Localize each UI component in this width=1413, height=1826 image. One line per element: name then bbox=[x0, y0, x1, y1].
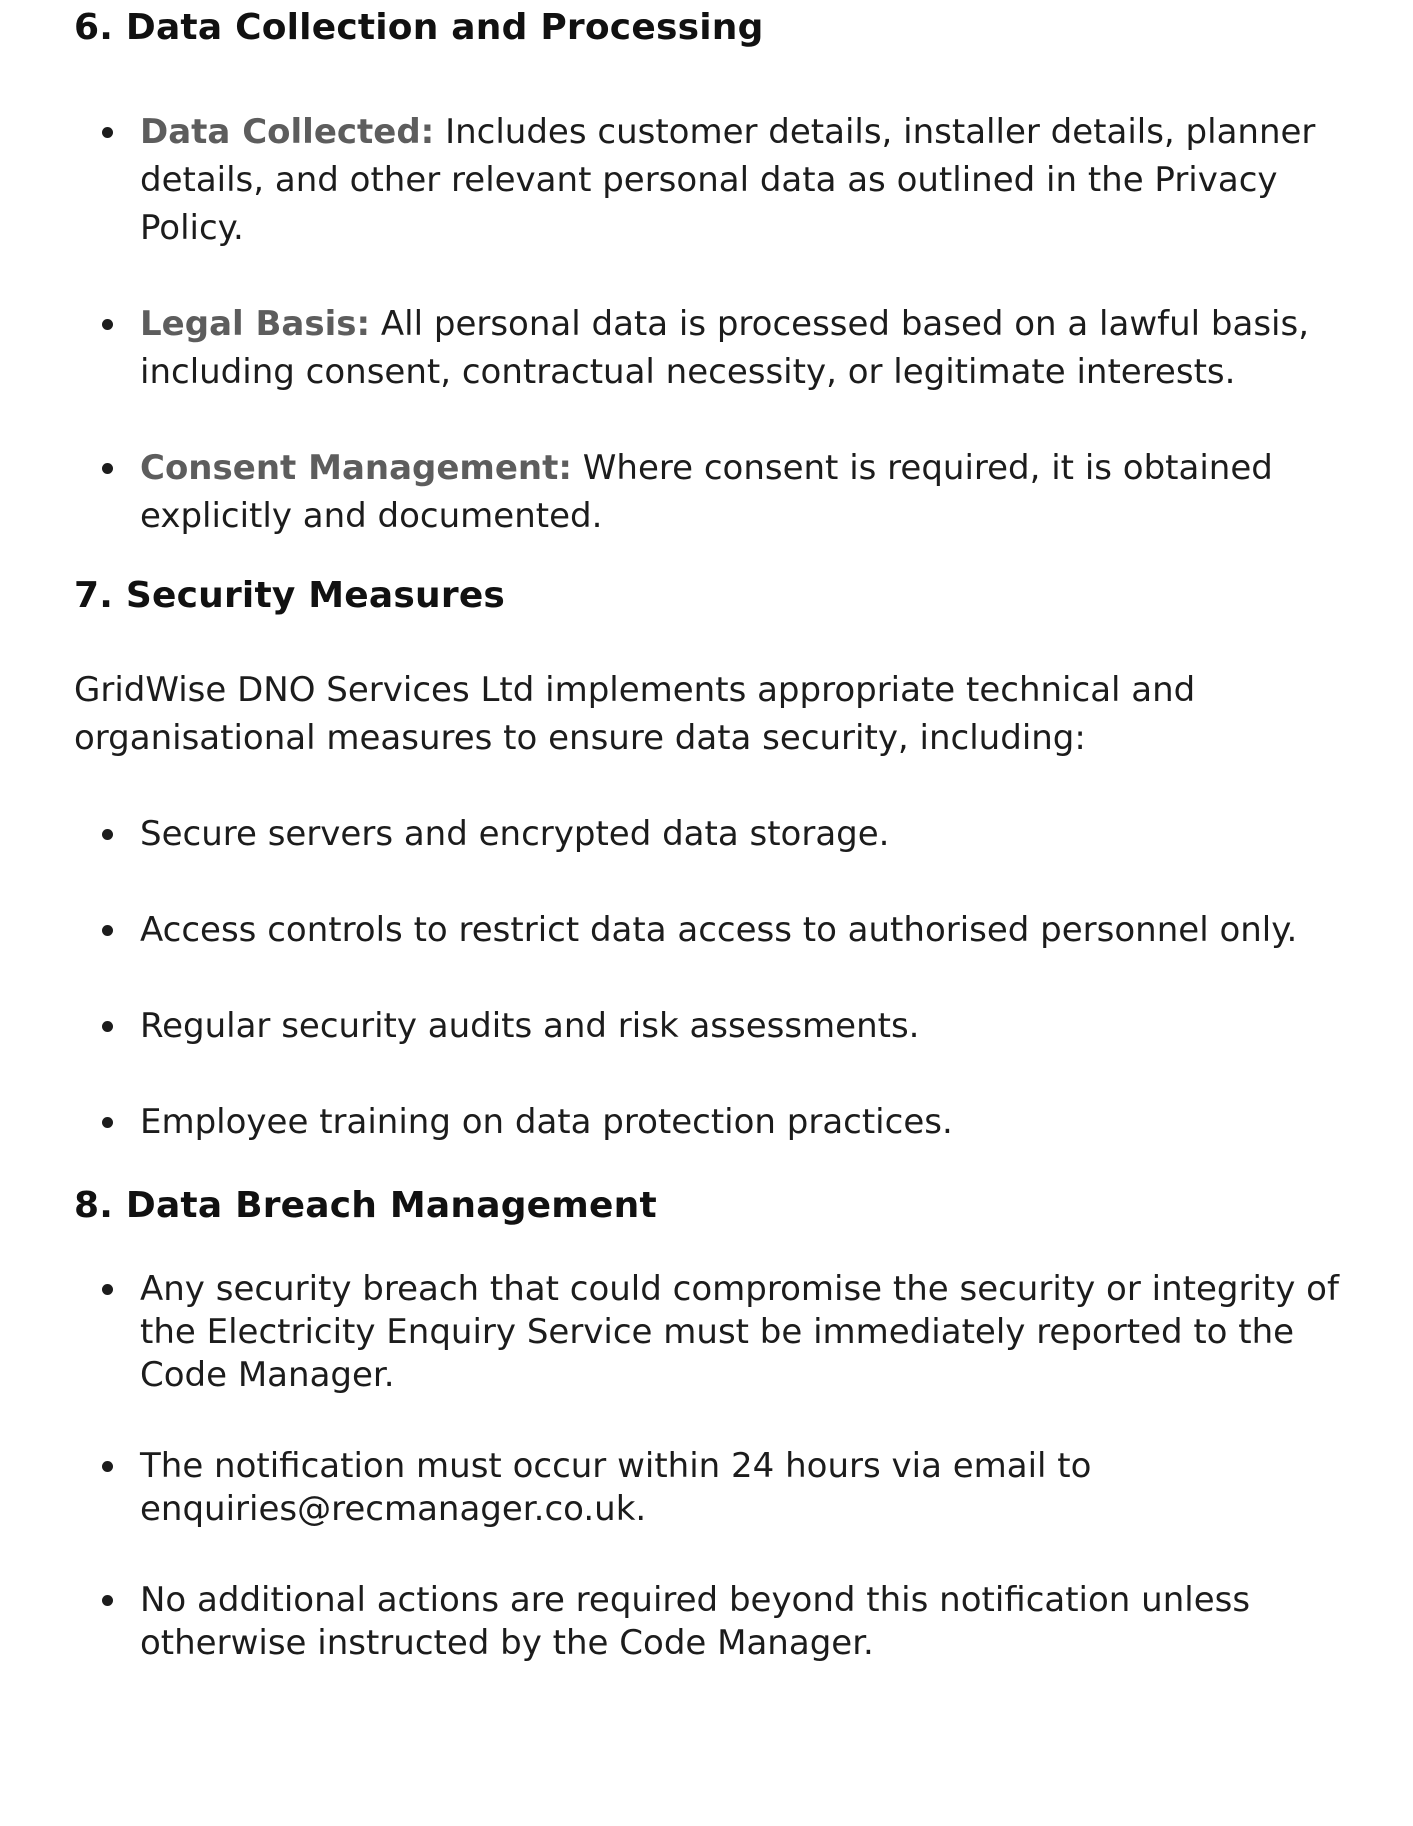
bullet-icon bbox=[102, 319, 113, 330]
section-8-list bbox=[74, 1268, 1364, 1665]
section-7-heading: 7. Security Measures bbox=[74, 575, 506, 616]
list-item bbox=[74, 1579, 1364, 1665]
bullet-icon bbox=[102, 127, 113, 138]
list-item bbox=[74, 300, 1364, 396]
bullet-icon bbox=[102, 1595, 113, 1606]
list-item bbox=[74, 1098, 1364, 1146]
section-6-heading: 6. Data Collection and Processing bbox=[74, 7, 764, 48]
list-item-label: Legal Basis: bbox=[140, 304, 371, 344]
list-item-text: Where consent is required, it is obtained explicitly and documented. bbox=[140, 448, 1273, 536]
list-item-text: Access controls to restrict data access to authorised personnel only. bbox=[140, 910, 1298, 950]
bullet-icon bbox=[102, 1117, 113, 1128]
list-item-text: Any security breach that could compromise the security or integrity of the Electricity Enquiry Service must be immediately reported to the Code Manager. bbox=[140, 1269, 1339, 1395]
list-item-text: Employee training on data protection practices. bbox=[140, 1102, 953, 1142]
list-item bbox=[74, 1445, 1364, 1531]
list-item bbox=[74, 444, 1364, 540]
document-page bbox=[74, 0, 1364, 1665]
list-item bbox=[74, 1268, 1364, 1397]
list-item-text: Regular security audits and risk assessments. bbox=[140, 1006, 920, 1046]
section-7-list bbox=[74, 810, 1364, 1146]
list-item-label: Consent Management: bbox=[140, 448, 572, 488]
bullet-icon bbox=[102, 1021, 113, 1032]
list-item-text: Includes customer details, installer details, planner details, and other relevant personal data as outlined in the Privacy Policy. bbox=[140, 112, 1316, 248]
list-item-label: Data Collected: bbox=[140, 112, 435, 152]
list-item bbox=[74, 108, 1364, 252]
section-7-intro: GridWise DNO Services Ltd implements appropriate technical and organisational measures to ensure data security, including: bbox=[74, 670, 1196, 758]
list-item-text: All personal data is processed based on a lawful basis, including consent, contractual necessity, or legitimate interests. bbox=[140, 304, 1310, 392]
list-item-text: No additional actions are required beyond this notification unless otherwise instructed by the Code Manager. bbox=[140, 1580, 1251, 1663]
list-item bbox=[74, 810, 1364, 858]
section-6-list bbox=[74, 108, 1364, 540]
bullet-icon bbox=[102, 1461, 113, 1472]
bullet-icon bbox=[102, 1284, 113, 1295]
section-8-heading: 8. Data Breach Management bbox=[74, 1185, 657, 1226]
list-item bbox=[74, 1002, 1364, 1050]
list-item bbox=[74, 906, 1364, 954]
bullet-icon bbox=[102, 925, 113, 936]
bullet-icon bbox=[102, 463, 113, 474]
list-item-text: The notification must occur within 24 hours via email to enquiries@recmanager.co.uk. bbox=[140, 1446, 1092, 1529]
list-item-text: Secure servers and encrypted data storage. bbox=[140, 814, 890, 854]
bullet-icon bbox=[102, 829, 113, 840]
